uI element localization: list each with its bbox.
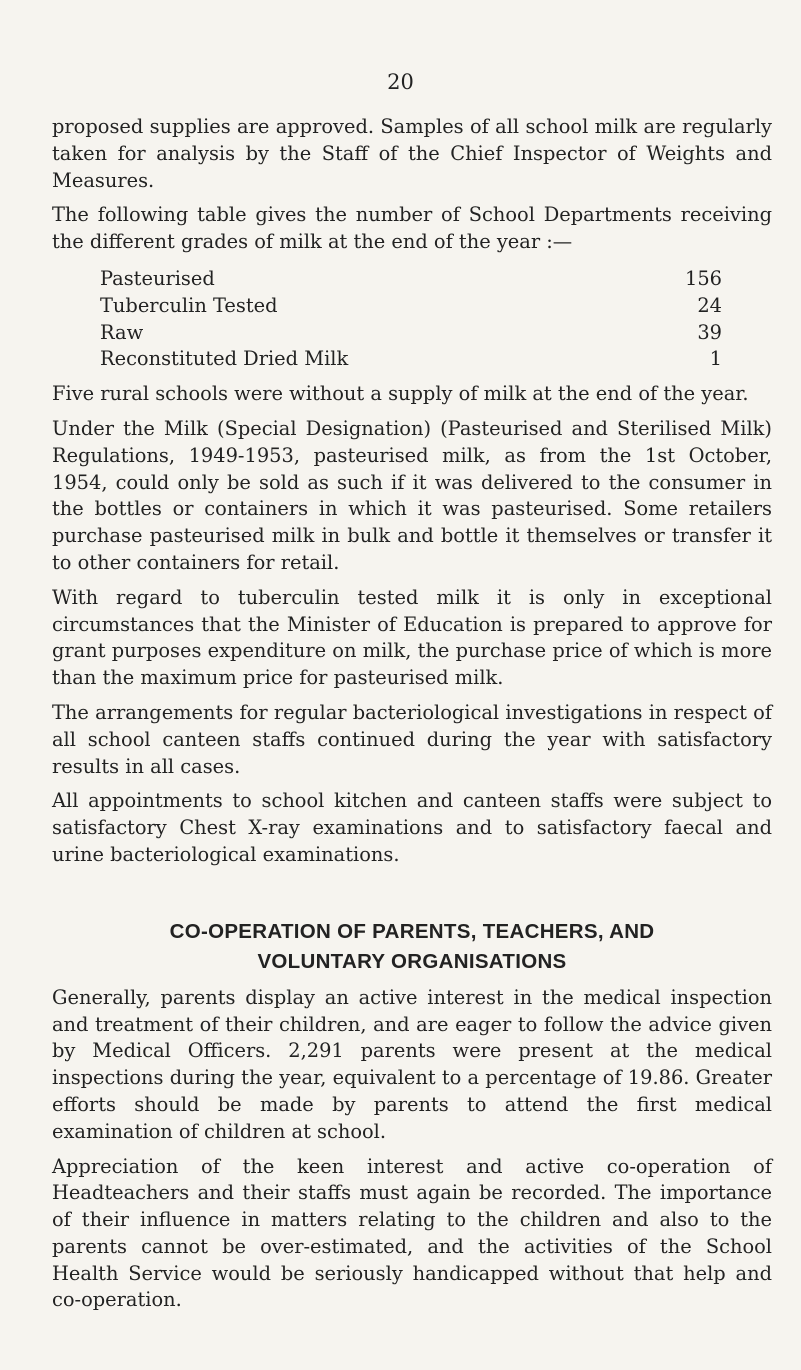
section-heading: [52, 917, 772, 977]
grade-label: Pasteurised: [100, 266, 215, 290]
grade-count: 1: [709, 347, 722, 371]
grade-count: 24: [697, 293, 722, 317]
paragraph: Five rural schools were without a supply of milk at the end of the year.: [52, 382, 749, 406]
section-heading-line: CO-OPERATION OF PARENTS, TEACHERS, AND: [169, 919, 655, 943]
page-content: [52, 114, 772, 1314]
grade-label: Raw: [100, 320, 144, 344]
section-heading-line: VOLUNTARY ORGANISATIONS: [257, 949, 567, 973]
paragraph: The arrangements for regular bacteriological investigations in respect of all school canteen staffs continued during the year with satisfactory results in all cases.: [52, 700, 772, 778]
grade-count: 156: [684, 266, 722, 290]
table-row: [100, 346, 722, 373]
paragraph: The following table gives the number of School Departments receiving the different grades of milk at the end of the year :—: [52, 203, 772, 254]
paragraph: All appointments to school kitchen and canteen staffs were subject to satisfactory Chest X-ray examinations and to satisfactory faecal and urine bacteriological examinations.: [52, 789, 772, 866]
paragraph: Under the Milk (Special Designation) (Pasteurised and Sterilised Milk) Regulations, 1949-1953, pasteurised milk, as from the 1st October, 1954, could only be sold as such if it was delivered to the consumer in the bottles or containers in which it was pasteurised. Some retailers purchase pasteurised milk in bulk and bottle it themselves or transfer it to other containers for retail.: [52, 416, 772, 574]
paragraph: proposed supplies are approved. Samples of all school milk are regularly taken for analysis by the Staff of the Chief Inspector of Weights and Measures.: [52, 115, 772, 192]
paragraph: With regard to tuberculin tested milk it is only in exceptional circumstances that the Minister of Education is prepared to approve for grant purposes expenditure on milk, the purchase price of which is more than the maximum price for pasteurised milk.: [52, 585, 772, 690]
table-row: [100, 293, 722, 320]
milk-grades-table: [100, 266, 722, 373]
grade-label: Tuberculin Tested: [100, 293, 278, 317]
grade-label: Reconstituted Dried Milk: [100, 347, 349, 371]
table-row: [100, 266, 722, 293]
grade-count: 39: [697, 320, 722, 344]
page-number: 20: [387, 70, 414, 94]
paragraph: Generally, parents display an active interest in the medical inspection and treatment of their children, and are eager to follow the advice given by Medical Officers. 2,291 parents were present at the medical inspections during the year, equivalent to a percentage of 19.86. Greater efforts should be made by parents to attend the first medical examination of children at school.: [52, 985, 772, 1143]
table-row: [100, 320, 722, 347]
paragraph: Appreciation of the keen interest and active co-operation of Headteachers and their staffs must again be recorded. The importance of their influence in matters relating to the children and also to the parents cannot be over-estimated, and the activities of the School Health Service would be seriously handicapped without that help and co-operation.: [52, 1154, 772, 1312]
